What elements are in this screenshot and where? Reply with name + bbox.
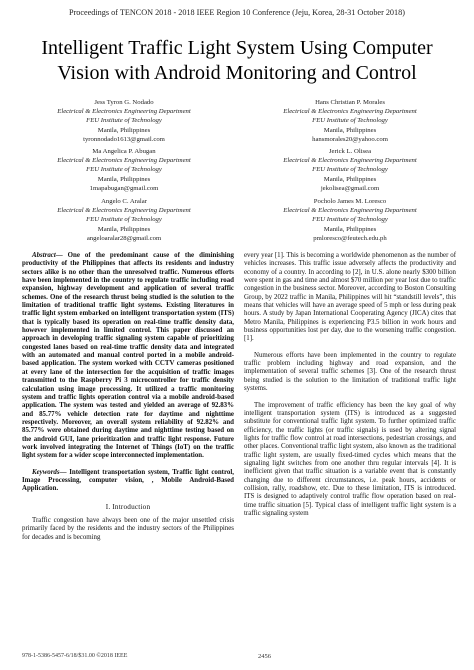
author-institution: FEU Institute of Technology bbox=[86, 117, 162, 125]
author-block bbox=[24, 197, 224, 243]
page-number: 2456 bbox=[258, 653, 271, 660]
author-name: Pocholo James M. Loresco bbox=[313, 198, 387, 205]
author-location: Manila, Philippines bbox=[97, 126, 151, 134]
author-department: Electrical & Electronics Engineering Department bbox=[283, 157, 417, 165]
abstract-text: — One of the predominant cause of the diminishing productivity of the Philippines that affects its residents and industry sectors alike is no other than the unresolved traffic. Numerous efforts have been implemented in the country to regulate traffic including road expansion, highway development and application of several traffic schemes. One of the research thrust being studied is the solution to the limitation of traditional traffic light systems. Existing literatures in traffic light system embarked on intelligent transportation system (ITS) that is typically based its operation on real-time traffic density data, however implemented in limited control. This paper discussed an approach in developing traffic signaling system capable of prioritizing congested lanes based on real-time traffic density data and integrated with an automated and manual control ported in a mobile android-based application. The system worked with CCTV cameras positioned at every lane of the intersection for the acquisition of traffic images transmitted to the Raspberry Pi 3 microcontroller for traffic density calculation using image processing. It utilized a traffic monitoring system and traffic lights operation control via a mobile android-based application. The system was tested and yielded an average of 92.83% and 85.77% vehicle detection rate for daytime and nighttime respectively. Moreover, an overall system reliability of 92.82% and 85.77% were obtained during daytime and nighttime testing based on the android GUI, lane prioritization and traffic light response. Future work involved integrating the Internet of Things (IoT) on the traffic light system for a wider scope interconnected implementation. bbox=[22, 252, 234, 460]
abstract-label: Abstract bbox=[32, 252, 56, 259]
author-institution: FEU Institute of Technology bbox=[312, 216, 388, 224]
author-institution: FEU Institute of Technology bbox=[312, 117, 388, 125]
keywords-text: — Intelligent transportation system, Traffic light control, Image Processing, computer vision, , Mobile Android-Based Application. bbox=[22, 468, 234, 493]
author-email: hansmorales20@yahoo.com bbox=[312, 135, 388, 143]
author-name: Ma Angelica P. Abugan bbox=[92, 148, 156, 155]
paper-title bbox=[20, 36, 454, 86]
abstract bbox=[22, 252, 234, 461]
author-block bbox=[24, 147, 224, 193]
author-email: angeloaralar28@gmail.com bbox=[86, 234, 162, 242]
left-column bbox=[22, 252, 234, 542]
author-email: tyronnodado1613@gmail.com bbox=[83, 135, 165, 143]
author-department: Electrical & Electronics Engineering Department bbox=[57, 157, 191, 165]
author-block bbox=[250, 197, 450, 243]
author-name: Jerick L. Olisea bbox=[328, 148, 372, 155]
author-email: 1mapabugan@gmail.com bbox=[89, 184, 159, 192]
title-line-2: Vision with Android Monitoring and Control bbox=[57, 62, 417, 84]
author-location: Manila, Philippines bbox=[323, 225, 377, 233]
right-column bbox=[244, 252, 456, 518]
author-block bbox=[24, 98, 224, 144]
author-institution: FEU Institute of Technology bbox=[312, 166, 388, 174]
keywords bbox=[22, 469, 234, 494]
author-location: Manila, Philippines bbox=[323, 175, 377, 183]
author-institution: FEU Institute of Technology bbox=[86, 216, 162, 224]
intro-paragraph: Traffic congestion have always been one of the major unsettled crisis primarily faced by the residents and the industry sectors of the Philippines for decades and is becoming bbox=[22, 516, 234, 541]
author-block bbox=[250, 98, 450, 144]
author-location: Manila, Philippines bbox=[323, 126, 377, 134]
running-head: Proceedings of TENCON 2018 - 2018 IEEE Region 10 Conference (Jeju, Korea, 28-31 October 2018) bbox=[69, 8, 405, 17]
author-institution: FEU Institute of Technology bbox=[86, 166, 162, 174]
body-paragraph: Numerous efforts have been implemented in the country to regulate traffic problem including highway and road expansion, and the implementation of several traffic schemes [3]. One of the research thrust being studied is the solution to the limitation of traditional traffic light systems. bbox=[244, 351, 456, 393]
author-location: Manila, Philippines bbox=[97, 175, 151, 183]
author-block bbox=[250, 147, 450, 193]
author-name: Jess Tyron G. Nodado bbox=[94, 99, 154, 106]
body-paragraph: The improvement of traffic efficiency has been the key goal of why intelligent transportation system (ITS) is introduced as a suggested substitute for conventional traffic light system. To further optimized traffic efficiency, the traffic lights (or traffic signals) is used by altering signal lights for traffic flow control at road intersections, pedestrian crossings, and other places. Conventional traffic light system, also known as the traditional traffic light system, are usually fixed-timed cycles which means that the signaling light switches from one another thru regular intervals [4]. It is inefficient given that traffic situation is a variable event that is constantly changing due to different circumstances, i.e. peak hours, accidents or collision, rally, roadshow, etc. Due to these limitation, ITS is introduced. ITS is designed to adaptively control traffic flow operation based on real-time traffic situation [5]. Typical class of intelligent traffic light system is a traffic signaling system bbox=[244, 401, 456, 517]
author-department: Electrical & Electronics Engineering Department bbox=[283, 108, 417, 116]
body-paragraph: every year [1]. This is becoming a worldwide phenomenon as the number of vehicles increases. This traffic issue adversely affects the productivity and economy of a country. In according to [2], in U.S. alone nearly $300 billion were spent in gas and time and almost $70 million per year lost due to traffic congestion in the business sector. Moreover, according to Boston Consulting Group, by 2022 traffic in Manila, Philippines will hit “standstill levels”, this means that vehicles will have an average speed of 5 mph or less during peak hours. A study by Japan International Cooperating Agency (JICA) cites that Metro Manila, Philippines is experiencing P3.5 billion in work hours and business opportunities lost per day, due to the worsening traffic congestion. [1]. bbox=[244, 252, 456, 343]
author-location: Manila, Philippines bbox=[97, 225, 151, 233]
author-email: jekolisea@gmail.com bbox=[320, 184, 380, 192]
keywords-label: Keywords bbox=[32, 468, 60, 476]
author-department: Electrical & Electronics Engineering Department bbox=[283, 207, 417, 215]
copyright-footer: 978-1-5386-5457-6/18/$31.00 ©2018 IEEE bbox=[22, 653, 128, 659]
author-email: pmloresco@feutech.edu.ph bbox=[313, 234, 387, 242]
section-heading-introduction: I. Introduction bbox=[105, 502, 151, 511]
author-department: Electrical & Electronics Engineering Department bbox=[57, 207, 191, 215]
title-line-1: Intelligent Traffic Light System Using Computer bbox=[41, 37, 433, 59]
author-department: Electrical & Electronics Engineering Department bbox=[57, 108, 191, 116]
author-name: Hans Christian P. Morales bbox=[315, 99, 385, 106]
author-name: Angelo C. Aralar bbox=[101, 198, 147, 205]
